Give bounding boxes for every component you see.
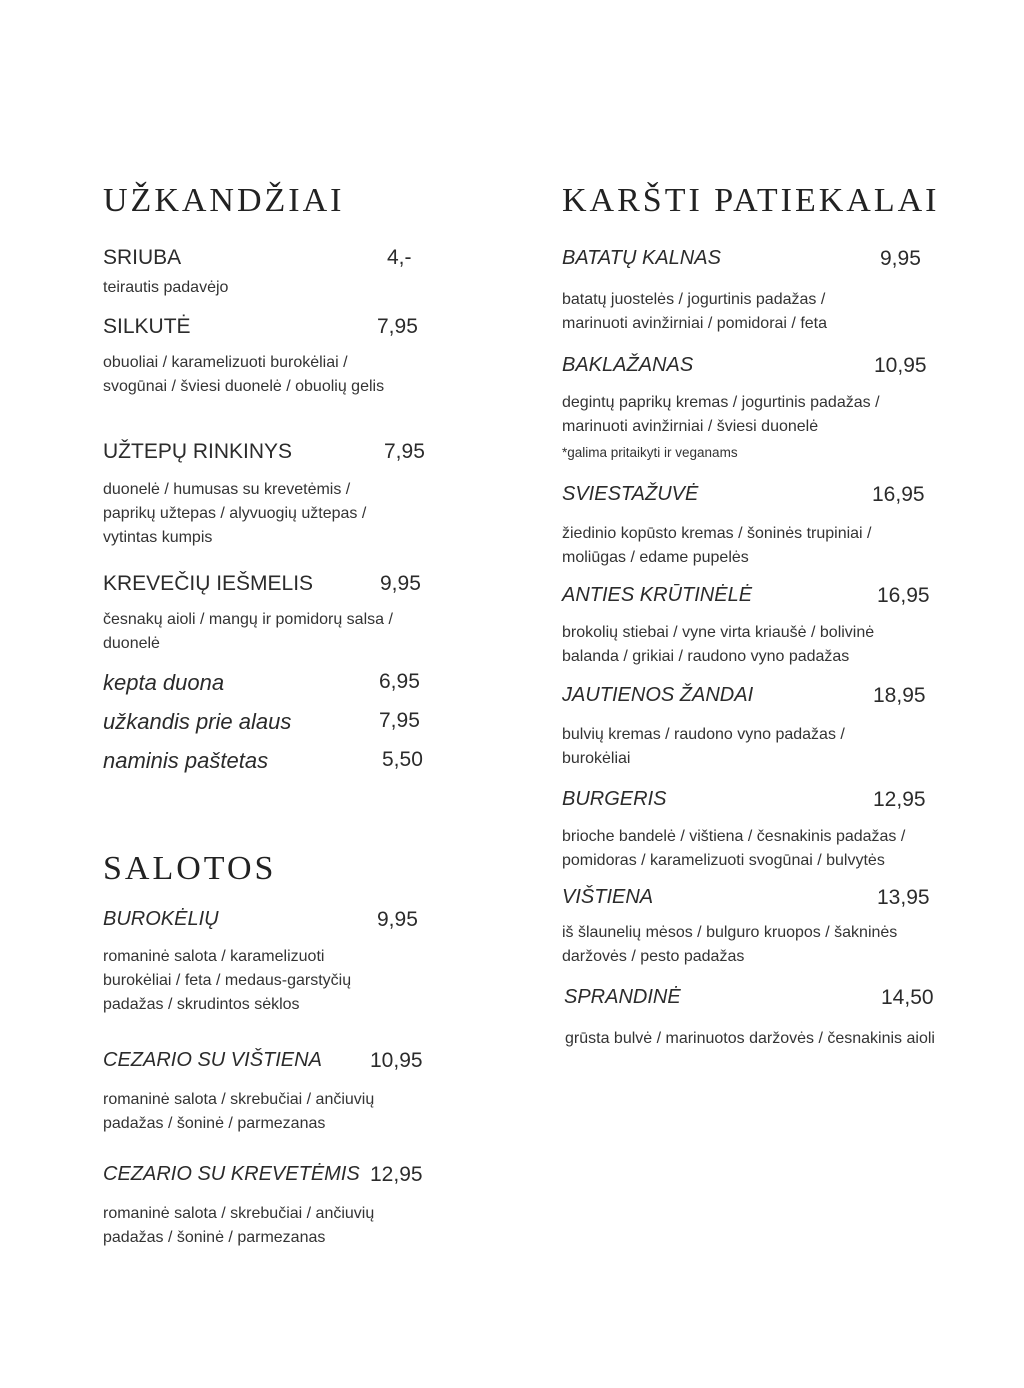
item-description: degintų paprikų kremas / jogurtinis padažas / marinuoti avinžirniai / šviesi duonelė — [562, 394, 880, 435]
menu-item — [562, 986, 937, 1051]
item-price: 9,95 — [377, 908, 418, 931]
item-description: iš šlaunelių mėsos / bulguro kruopos / šakninės daržovės / pesto padažas — [562, 924, 898, 965]
menu-item — [562, 247, 937, 336]
item-name: užkandis prie alaus — [103, 709, 292, 734]
item-price: 13,95 — [877, 886, 930, 909]
item-price: 4,- — [387, 246, 412, 269]
item-price: 10,95 — [370, 1049, 423, 1072]
item-description: brokolių stiebai / vyne virta kriaušė / bolivinė balanda / grikiai / raudono vyno padažas — [562, 624, 875, 665]
item-description: česnakų aioli / mangų ir pomidorų salsa / duonelė — [103, 611, 393, 652]
item-name: UŽTEPŲ RINKINYS — [103, 440, 293, 463]
menu-item — [103, 440, 433, 550]
item-price: 9,95 — [380, 572, 421, 595]
menu-item — [562, 684, 937, 771]
item-price: 12,95 — [370, 1163, 423, 1186]
item-name: BAKLAŽANAS — [562, 354, 694, 376]
item-description: obuoliai / karamelizuoti burokėliai / svogūnai / šviesi duonelė / obuolių gelis — [103, 354, 385, 395]
item-name: BATATŲ KALNAS — [562, 247, 721, 269]
item-description: romaninė salota / skrebučiai / ančiuvių padažas / šoninė / parmezanas — [103, 1205, 375, 1246]
item-name: SVIESTAŽUVĖ — [562, 483, 699, 505]
menu-item — [562, 886, 937, 969]
menu-item — [103, 1163, 433, 1250]
section-title-uzkandziai: UŽKANDŽIAI — [103, 182, 345, 219]
item-description: žiedinio kopūsto kremas / šoninės trupiniai / moliūgas / edame pupelės — [562, 525, 872, 566]
section-title-salotos: SALOTOS — [103, 850, 277, 887]
item-name: SPRANDINĖ — [564, 986, 681, 1008]
item-description: brioche bandelė / vištiena / česnakinis padažas / pomidoras / karamelizuoti svogūnai / bulvytės — [562, 828, 906, 869]
item-price: 9,95 — [880, 247, 921, 270]
menu-item — [103, 315, 433, 399]
item-price: 16,95 — [872, 483, 925, 506]
item-name: SRIUBA — [103, 246, 182, 269]
item-price: 12,95 — [873, 788, 926, 811]
item-description: duonelė / humusas su krevetėmis / paprikų užtepas / alyvuogių užtepas / vytintas kumpis — [103, 481, 367, 546]
menu-item — [562, 788, 937, 873]
item-name: SILKUTĖ — [103, 315, 191, 338]
menu-item — [103, 748, 433, 774]
item-name: KREVEČIŲ IEŠMELIS — [103, 572, 314, 595]
menu-item — [562, 354, 937, 460]
menu-item — [562, 584, 937, 669]
menu-item — [103, 908, 433, 1017]
item-name: BURGERIS — [562, 788, 667, 810]
item-price: 7,95 — [384, 440, 425, 463]
item-price: 6,95 — [379, 670, 420, 693]
menu-item — [103, 709, 433, 735]
menu-item — [103, 246, 433, 300]
item-description: romaninė salota / karamelizuoti burokėliai / feta / medaus-garstyčių padažas / skrudintos sėklos — [103, 948, 352, 1013]
item-price: 10,95 — [874, 354, 927, 377]
item-name: JAUTIENOS ŽANDAI — [562, 684, 754, 706]
item-description: teirautis padavėjo — [103, 279, 229, 296]
item-name: naminis paštetas — [103, 748, 269, 773]
item-name: kepta duona — [103, 670, 225, 695]
item-name: ANTIES KRŪTINĖLĖ — [562, 584, 753, 606]
item-description: grūsta bulvė / marinuotos daržovės / česnakinis aioli — [565, 1030, 935, 1047]
section-title-karsti-patiekalai: KARŠTI PATIEKALAI — [562, 182, 940, 219]
menu-item — [562, 483, 937, 570]
item-description: bulvių kremas / raudono vyno padažas / burokėliai — [562, 726, 845, 767]
item-price: 18,95 — [873, 684, 926, 707]
item-description: batatų juostelės / jogurtinis padažas / marinuoti avinžirniai / pomidorai / feta — [562, 291, 828, 332]
item-name: BUROKĖLIŲ — [103, 908, 219, 930]
menu-item — [103, 572, 433, 656]
item-description: romaninė salota / skrebučiai / ančiuvių padažas / šoninė / parmezanas — [103, 1091, 375, 1132]
item-price: 5,50 — [382, 748, 423, 771]
item-name: CEZARIO SU VIŠTIENA — [103, 1049, 322, 1071]
item-price: 7,95 — [377, 315, 418, 338]
menu-item — [103, 1049, 433, 1136]
vegan-note: *galima pritaikyti ir veganams — [562, 445, 738, 460]
item-price: 7,95 — [379, 709, 420, 732]
item-price: 16,95 — [877, 584, 930, 607]
menu-item — [103, 670, 433, 696]
item-name: CEZARIO SU KREVETĖMIS — [103, 1163, 360, 1185]
item-price: 14,50 — [881, 986, 934, 1009]
item-name: VIŠTIENA — [562, 886, 654, 908]
